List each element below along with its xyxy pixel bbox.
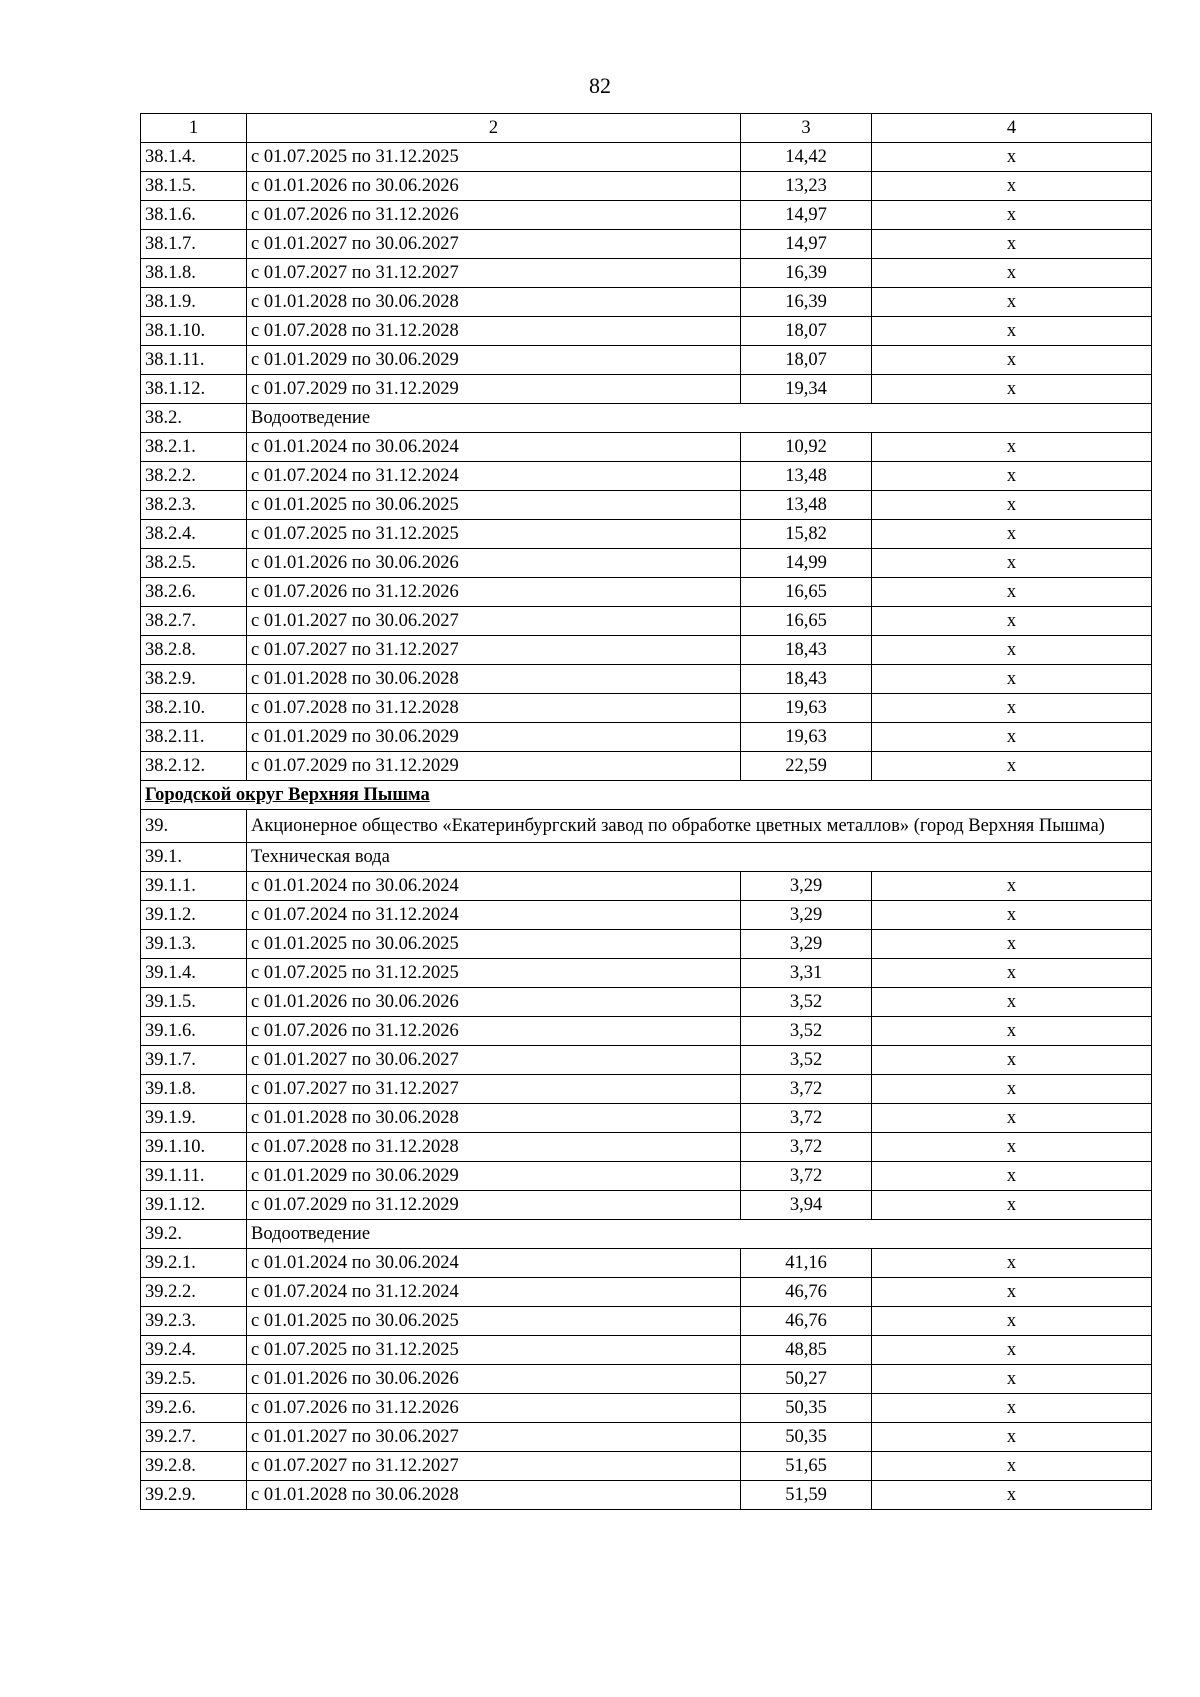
- row-period: с 01.07.2028 по 31.12.2028: [247, 317, 741, 346]
- row-number: 38.2.1.: [141, 433, 247, 462]
- row-number: 38.1.4.: [141, 143, 247, 172]
- row-number: 39.2.9.: [141, 1481, 247, 1510]
- column-number-3: 3: [741, 114, 872, 143]
- row-mark: x: [872, 491, 1152, 520]
- row-period: с 01.01.2026 по 30.06.2026: [247, 549, 741, 578]
- table-row: [141, 930, 1152, 959]
- table-row: [141, 1017, 1152, 1046]
- row-period: с 01.01.2029 по 30.06.2029: [247, 1162, 741, 1191]
- row-mark: x: [872, 462, 1152, 491]
- row-period: с 01.07.2028 по 31.12.2028: [247, 1133, 741, 1162]
- row-number: 39.2.2.: [141, 1278, 247, 1307]
- row-number: 38.1.11.: [141, 346, 247, 375]
- row-mark: x: [872, 607, 1152, 636]
- row-number: 39.1.1.: [141, 872, 247, 901]
- row-value: 3,52: [741, 1017, 872, 1046]
- row-mark: x: [872, 346, 1152, 375]
- row-mark: x: [872, 1365, 1152, 1394]
- row-value: 22,59: [741, 752, 872, 781]
- row-mark: x: [872, 259, 1152, 288]
- section-row: [141, 1220, 1152, 1249]
- row-mark: x: [872, 1191, 1152, 1220]
- section-title: Водоотведение: [247, 1220, 1152, 1249]
- row-number: 38.2.10.: [141, 694, 247, 723]
- row-number: 38.1.10.: [141, 317, 247, 346]
- row-value: 3,52: [741, 1046, 872, 1075]
- row-number: 39.2.7.: [141, 1423, 247, 1452]
- row-mark: x: [872, 1249, 1152, 1278]
- row-mark: x: [872, 375, 1152, 404]
- row-number: 39.1.11.: [141, 1162, 247, 1191]
- row-period: с 01.01.2028 по 30.06.2028: [247, 1104, 741, 1133]
- row-period: с 01.07.2027 по 31.12.2027: [247, 1075, 741, 1104]
- row-period: с 01.01.2028 по 30.06.2028: [247, 288, 741, 317]
- row-period: с 01.01.2024 по 30.06.2024: [247, 1249, 741, 1278]
- table-row: [141, 1365, 1152, 1394]
- row-value: 16,39: [741, 288, 872, 317]
- row-mark: x: [872, 901, 1152, 930]
- row-value: 15,82: [741, 520, 872, 549]
- row-number: 39.1.2.: [141, 901, 247, 930]
- row-mark: x: [872, 694, 1152, 723]
- table-row: [141, 665, 1152, 694]
- row-value: 18,07: [741, 317, 872, 346]
- row-value: 16,65: [741, 578, 872, 607]
- table-body: [141, 143, 1152, 1510]
- row-mark: x: [872, 1133, 1152, 1162]
- row-period: с 01.01.2025 по 30.06.2025: [247, 1307, 741, 1336]
- table-row: [141, 578, 1152, 607]
- row-mark: x: [872, 665, 1152, 694]
- row-value: 3,29: [741, 901, 872, 930]
- row-mark: x: [872, 1423, 1152, 1452]
- row-period: с 01.07.2026 по 31.12.2026: [247, 201, 741, 230]
- row-period: с 01.01.2027 по 30.06.2027: [247, 1046, 741, 1075]
- row-period: с 01.07.2025 по 31.12.2025: [247, 1336, 741, 1365]
- table-row: [141, 1046, 1152, 1075]
- row-mark: x: [872, 1394, 1152, 1423]
- row-period: с 01.07.2024 по 31.12.2024: [247, 462, 741, 491]
- table-row: [141, 872, 1152, 901]
- row-mark: x: [872, 1075, 1152, 1104]
- section-number: 38.2.: [141, 404, 247, 433]
- row-value: 13,48: [741, 491, 872, 520]
- row-mark: x: [872, 1452, 1152, 1481]
- row-period: с 01.07.2026 по 31.12.2026: [247, 578, 741, 607]
- row-mark: x: [872, 930, 1152, 959]
- table-row: [141, 636, 1152, 665]
- row-value: 19,63: [741, 694, 872, 723]
- row-period: с 01.01.2025 по 30.06.2025: [247, 491, 741, 520]
- table-row: [141, 1394, 1152, 1423]
- page-number: 82: [589, 73, 611, 98]
- table-row: [141, 1481, 1152, 1510]
- row-number: 39.2.3.: [141, 1307, 247, 1336]
- row-mark: x: [872, 1046, 1152, 1075]
- region-title: Городской округ Верхняя Пышма: [141, 781, 1152, 810]
- row-number: 39.1.10.: [141, 1133, 247, 1162]
- row-mark: x: [872, 549, 1152, 578]
- row-period: с 01.01.2029 по 30.06.2029: [247, 723, 741, 752]
- row-mark: x: [872, 201, 1152, 230]
- table-row: [141, 143, 1152, 172]
- row-period: с 01.07.2029 по 31.12.2029: [247, 375, 741, 404]
- row-number: 38.2.2.: [141, 462, 247, 491]
- table-row: [141, 752, 1152, 781]
- row-mark: x: [872, 578, 1152, 607]
- row-period: с 01.07.2029 по 31.12.2029: [247, 752, 741, 781]
- row-period: с 01.07.2026 по 31.12.2026: [247, 1017, 741, 1046]
- table-row: [141, 549, 1152, 578]
- row-value: 13,23: [741, 172, 872, 201]
- row-mark: x: [872, 1017, 1152, 1046]
- table-row: [141, 201, 1152, 230]
- row-value: 50,27: [741, 1365, 872, 1394]
- row-number: 38.1.6.: [141, 201, 247, 230]
- row-value: 51,65: [741, 1452, 872, 1481]
- row-value: 3,72: [741, 1133, 872, 1162]
- table-row: [141, 1162, 1152, 1191]
- row-period: с 01.01.2028 по 30.06.2028: [247, 1481, 741, 1510]
- row-number: 38.1.8.: [141, 259, 247, 288]
- row-value: 10,92: [741, 433, 872, 462]
- row-period: с 01.07.2025 по 31.12.2025: [247, 143, 741, 172]
- row-value: 13,48: [741, 462, 872, 491]
- row-mark: x: [872, 317, 1152, 346]
- row-number: 39.1.4.: [141, 959, 247, 988]
- row-mark: x: [872, 520, 1152, 549]
- row-mark: x: [872, 1278, 1152, 1307]
- row-number: 39.1.5.: [141, 988, 247, 1017]
- column-number-row: [141, 114, 1152, 143]
- row-period: с 01.01.2027 по 30.06.2027: [247, 1423, 741, 1452]
- row-value: 3,29: [741, 930, 872, 959]
- row-number: 39.2.6.: [141, 1394, 247, 1423]
- table-row: [141, 1191, 1152, 1220]
- table-row: [141, 172, 1152, 201]
- row-period: с 01.07.2024 по 31.12.2024: [247, 1278, 741, 1307]
- section-number: 39.1.: [141, 843, 247, 872]
- row-number: 39.1.12.: [141, 1191, 247, 1220]
- table-row: [141, 901, 1152, 930]
- table-row: [141, 1249, 1152, 1278]
- row-number: 39.2.5.: [141, 1365, 247, 1394]
- row-period: с 01.01.2027 по 30.06.2027: [247, 607, 741, 636]
- table-row: [141, 1133, 1152, 1162]
- row-period: с 01.07.2027 по 31.12.2027: [247, 259, 741, 288]
- row-number: 38.2.3.: [141, 491, 247, 520]
- row-period: с 01.07.2027 по 31.12.2027: [247, 1452, 741, 1481]
- table-row: [141, 1423, 1152, 1452]
- tariff-table: [140, 113, 1152, 1510]
- row-number: 39.1.8.: [141, 1075, 247, 1104]
- row-period: с 01.01.2026 по 30.06.2026: [247, 988, 741, 1017]
- row-value: 46,76: [741, 1278, 872, 1307]
- row-value: 14,97: [741, 201, 872, 230]
- section-row: [141, 404, 1152, 433]
- row-number: 38.1.12.: [141, 375, 247, 404]
- row-number: 38.2.5.: [141, 549, 247, 578]
- row-value: 3,52: [741, 988, 872, 1017]
- table-row: [141, 317, 1152, 346]
- row-value: 46,76: [741, 1307, 872, 1336]
- table-row: [141, 346, 1152, 375]
- row-value: 16,65: [741, 607, 872, 636]
- row-value: 3,94: [741, 1191, 872, 1220]
- row-period: с 01.01.2024 по 30.06.2024: [247, 872, 741, 901]
- row-period: с 01.01.2024 по 30.06.2024: [247, 433, 741, 462]
- row-value: 3,72: [741, 1104, 872, 1133]
- row-mark: x: [872, 288, 1152, 317]
- table-row: [141, 230, 1152, 259]
- row-number: 38.2.7.: [141, 607, 247, 636]
- section-number: 39.2.: [141, 1220, 247, 1249]
- table-row: [141, 1278, 1152, 1307]
- row-number: 38.2.6.: [141, 578, 247, 607]
- row-value: 41,16: [741, 1249, 872, 1278]
- table-row: [141, 607, 1152, 636]
- row-mark: x: [872, 752, 1152, 781]
- row-value: 3,72: [741, 1075, 872, 1104]
- row-number: 38.2.12.: [141, 752, 247, 781]
- table-row: [141, 959, 1152, 988]
- row-number: 38.1.5.: [141, 172, 247, 201]
- row-period: с 01.01.2026 по 30.06.2026: [247, 172, 741, 201]
- row-mark: x: [872, 143, 1152, 172]
- row-number: 39.1.7.: [141, 1046, 247, 1075]
- column-number-4: 4: [872, 114, 1152, 143]
- table-row: [141, 723, 1152, 752]
- row-value: 3,31: [741, 959, 872, 988]
- row-mark: x: [872, 1307, 1152, 1336]
- row-value: 16,39: [741, 259, 872, 288]
- row-period: с 01.07.2026 по 31.12.2026: [247, 1394, 741, 1423]
- row-mark: x: [872, 959, 1152, 988]
- row-period: с 01.01.2025 по 30.06.2025: [247, 930, 741, 959]
- row-period: с 01.01.2028 по 30.06.2028: [247, 665, 741, 694]
- row-mark: x: [872, 172, 1152, 201]
- row-period: с 01.01.2026 по 30.06.2026: [247, 1365, 741, 1394]
- row-mark: x: [872, 433, 1152, 462]
- organization-number: 39.: [141, 810, 247, 843]
- section-title: Техническая вода: [247, 843, 1152, 872]
- row-value: 14,99: [741, 549, 872, 578]
- row-number: 39.1.6.: [141, 1017, 247, 1046]
- table-row: [141, 1452, 1152, 1481]
- row-period: с 01.07.2028 по 31.12.2028: [247, 694, 741, 723]
- row-value: 18,07: [741, 346, 872, 375]
- table-row: [141, 1307, 1152, 1336]
- section-title: Водоотведение: [247, 404, 1152, 433]
- row-mark: x: [872, 723, 1152, 752]
- row-value: 51,59: [741, 1481, 872, 1510]
- row-value: 18,43: [741, 665, 872, 694]
- row-mark: x: [872, 988, 1152, 1017]
- row-value: 18,43: [741, 636, 872, 665]
- section-row: [141, 843, 1152, 872]
- row-mark: x: [872, 872, 1152, 901]
- row-period: с 01.01.2029 по 30.06.2029: [247, 346, 741, 375]
- organization-name: Акционерное общество «Екатеринбургский завод по обработке цветных металлов» (город Верхняя Пышма): [247, 810, 1152, 843]
- column-number-1: 1: [141, 114, 247, 143]
- table-row: [141, 1104, 1152, 1133]
- organization-row: [141, 810, 1152, 843]
- row-number: 38.1.7.: [141, 230, 247, 259]
- row-number: 38.2.4.: [141, 520, 247, 549]
- table-row: [141, 694, 1152, 723]
- row-value: 3,72: [741, 1162, 872, 1191]
- table-row: [141, 520, 1152, 549]
- row-number: 38.2.11.: [141, 723, 247, 752]
- row-number: 39.2.4.: [141, 1336, 247, 1365]
- row-period: с 01.07.2025 по 31.12.2025: [247, 520, 741, 549]
- table-row: [141, 1075, 1152, 1104]
- row-mark: x: [872, 1104, 1152, 1133]
- row-value: 50,35: [741, 1423, 872, 1452]
- row-period: с 01.07.2027 по 31.12.2027: [247, 636, 741, 665]
- row-value: 48,85: [741, 1336, 872, 1365]
- table-row: [141, 288, 1152, 317]
- row-period: с 01.01.2027 по 30.06.2027: [247, 230, 741, 259]
- row-mark: x: [872, 1162, 1152, 1191]
- row-number: 39.2.1.: [141, 1249, 247, 1278]
- row-period: с 01.07.2025 по 31.12.2025: [247, 959, 741, 988]
- table-row: [141, 462, 1152, 491]
- row-value: 19,34: [741, 375, 872, 404]
- table-row: [141, 259, 1152, 288]
- row-number: 39.1.9.: [141, 1104, 247, 1133]
- table-row: [141, 491, 1152, 520]
- row-number: 38.2.8.: [141, 636, 247, 665]
- row-number: 38.1.9.: [141, 288, 247, 317]
- row-value: 19,63: [741, 723, 872, 752]
- row-number: 38.2.9.: [141, 665, 247, 694]
- region-row: [141, 781, 1152, 810]
- row-mark: x: [872, 1336, 1152, 1365]
- row-period: с 01.07.2024 по 31.12.2024: [247, 901, 741, 930]
- table-row: [141, 988, 1152, 1017]
- table-row: [141, 1336, 1152, 1365]
- table-row: [141, 375, 1152, 404]
- row-value: 3,29: [741, 872, 872, 901]
- table-row: [141, 433, 1152, 462]
- column-number-2: 2: [247, 114, 741, 143]
- row-value: 50,35: [741, 1394, 872, 1423]
- row-mark: x: [872, 230, 1152, 259]
- row-number: 39.2.8.: [141, 1452, 247, 1481]
- row-value: 14,42: [741, 143, 872, 172]
- row-mark: x: [872, 636, 1152, 665]
- row-period: с 01.07.2029 по 31.12.2029: [247, 1191, 741, 1220]
- row-mark: x: [872, 1481, 1152, 1510]
- row-number: 39.1.3.: [141, 930, 247, 959]
- row-value: 14,97: [741, 230, 872, 259]
